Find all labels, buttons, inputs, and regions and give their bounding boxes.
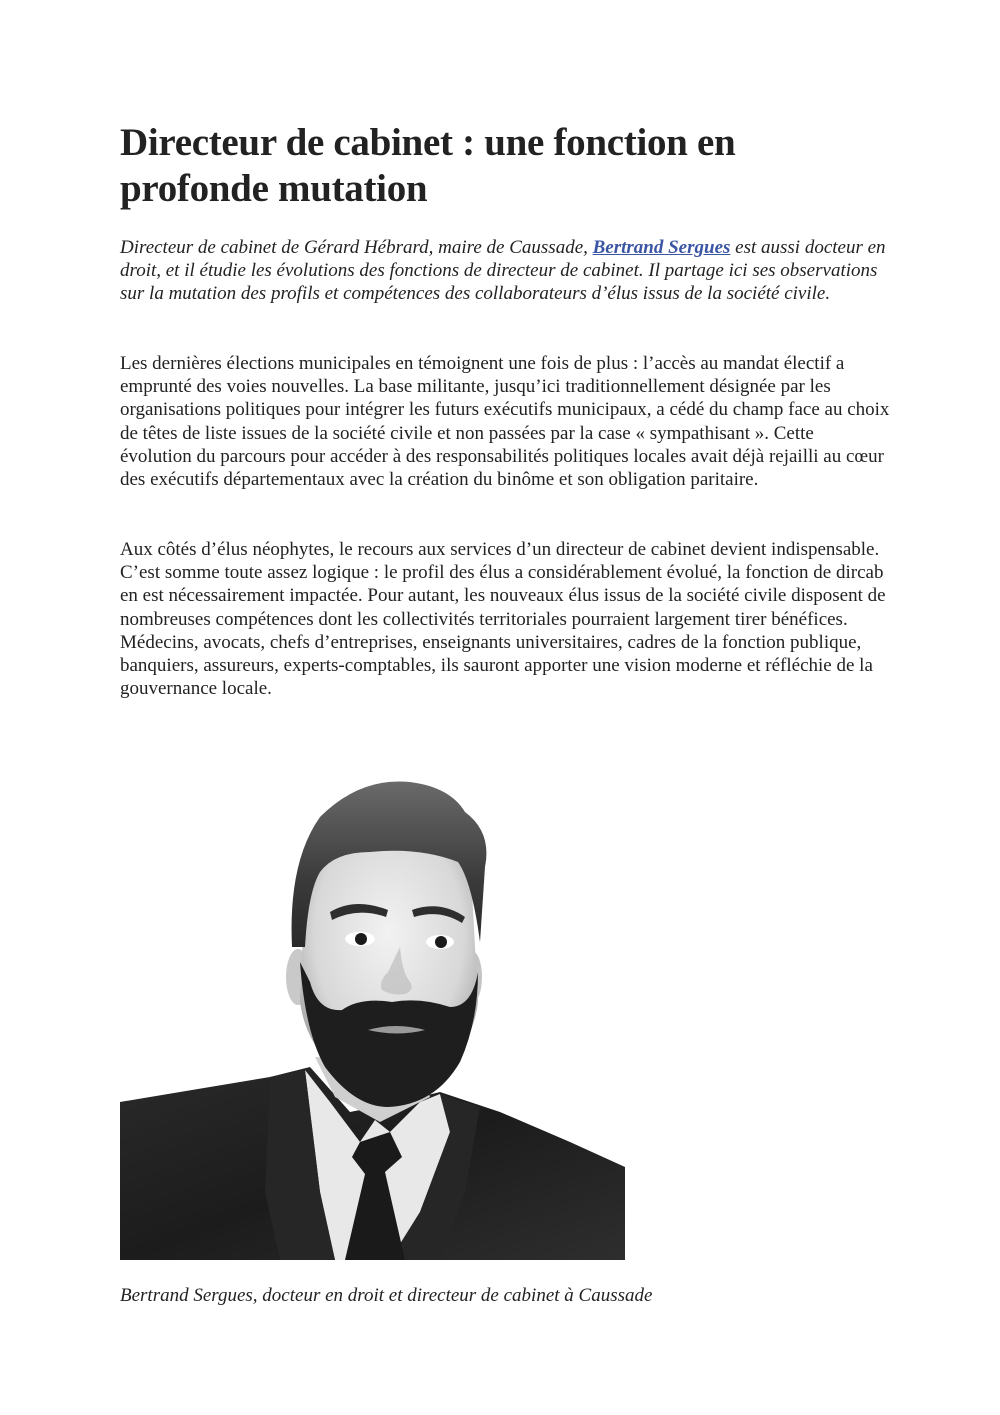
- photo-caption: Bertrand Sergues, docteur en droit et directeur de cabinet à Caussade: [120, 1285, 653, 1306]
- author-link[interactable]: Bertrand Sergues: [592, 237, 731, 258]
- portrait-illustration: [120, 772, 632, 1260]
- intro-text-after-link: est aussi docteur en droit, et il étudie les évolutions des fonctions de directeur de cabinet. Il partage ici ses observations sur la mutation des profils et compétences des collaborateurs d’élus issus de la société civile.: [120, 237, 886, 304]
- author-photo: [120, 772, 632, 1260]
- article-title: Directeur de cabinet : une fonction en profonde mutation: [120, 121, 736, 210]
- paragraph-dircab: Aux côtés d’élus néophytes, le recours aux services d’un directeur de cabinet devient indispensable. C’est somme toute assez logique : le profil des élus a considérablement évolué, la fonction de dircab en est nécessairement impactée. Pour autant, les nouveaux élus issus de la société civile disposent de nombreuses compétences dont les collectivités territoriales pourraient largement tirer bénéfices. Médecins, avocats, chefs d’entreprises, enseignants universitaires, cadres de la fonction publique, banquiers, assureurs, experts-comptables, ils sauront apporter une vision moderne et réfléchie de la gouvernance locale.: [120, 539, 886, 700]
- pupil-left: [355, 933, 367, 945]
- paragraph-elections: Les dernières élections municipales en témoignent une fois de plus : l’accès au mandat électif a emprunté des voies nouvelles. La base militante, jusqu’ici traditionnellement désignée par les organisations politiques pour intégrer les futurs exécutifs municipaux, a cédé du champ face au choix de têtes de liste issues de la société civile et non passées par la case « sympathisant ». Cette évolution du parcours pour accéder à des responsabilités politiques locales avait déjà rejailli au cœur des exécutifs départementaux avec la création du binôme et son obligation paritaire.: [120, 353, 890, 491]
- article-intro: [120, 236, 890, 305]
- pupil-right: [435, 936, 447, 948]
- intro-text-before-link: Directeur de cabinet de Gérard Hébrard, maire de Caussade,: [120, 237, 593, 258]
